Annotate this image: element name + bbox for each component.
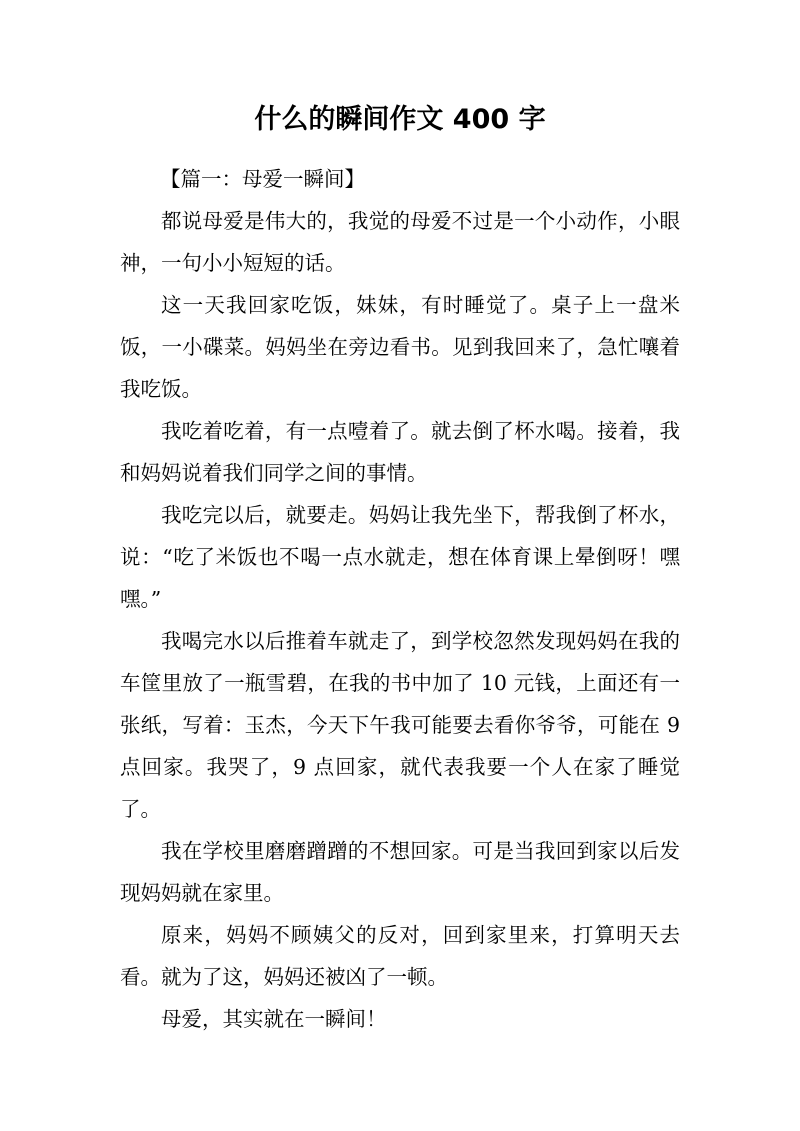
document-title: 什么的瞬间作文 400 字	[254, 104, 546, 135]
paragraph-6: 我在学校里磨磨蹭蹭的不想回家。可是当我回到家以后发现妈妈就在家里。	[120, 839, 680, 905]
document-body	[120, 158, 680, 1040]
paragraph-8: 母爱，其实就在一瞬间！	[161, 1007, 387, 1031]
paragraph-1: 都说母爱是伟大的，我觉的母爱不过是一个小动作，小眼神，一句小小短短的话。	[120, 209, 680, 275]
section-heading: 【篇一：母爱一瞬间】	[160, 167, 365, 191]
paragraph-4: 我吃完以后，就要走。妈妈让我先坐下，帮我倒了杯水，说：“吃了米饭也不喝一点水就走，想在体育课上晕倒呀！嘿嘿。”	[120, 503, 680, 611]
paragraph-2: 这一天我回家吃饭，妹妹，有时睡觉了。桌子上一盘米饭，一小碟菜。妈妈坐在旁边看书。见到我回来了，急忙嚷着我吃饭。	[120, 293, 680, 401]
paragraph-5: 我喝完水以后推着车就走了，到学校忽然发现妈妈在我的车筐里放了一瓶雪碧，在我的书中加了 10 元钱，上面还有一张纸，写着：玉杰，今天下午我可能要去看你爷爷，可能在 9 点回家。我哭了，9 点回家，就代表我要一个人在家了睡觉了。	[120, 629, 680, 821]
paragraph-7: 原来，妈妈不顾姨父的反对，回到家里来，打算明天去看。就为了这，妈妈还被凶了一顿。	[120, 923, 680, 989]
paragraph-3: 我吃着吃着，有一点噎着了。就去倒了杯水喝。接着，我和妈妈说着我们同学之间的事情。	[120, 419, 680, 485]
